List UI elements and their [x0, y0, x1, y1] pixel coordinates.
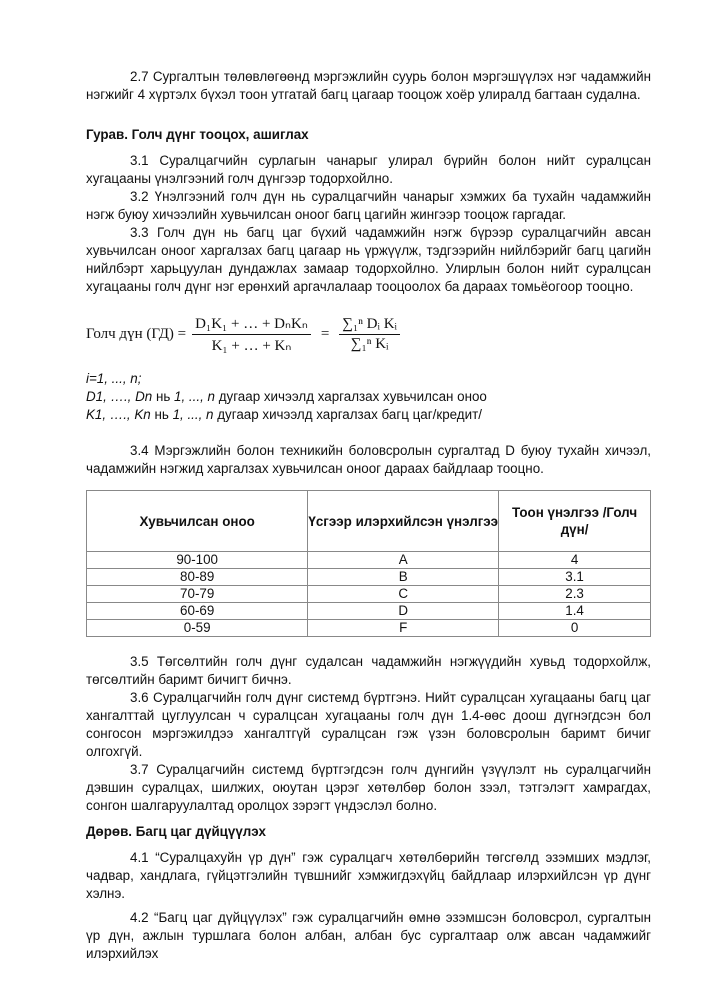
section-4-heading: Дөрөв. Багц цаг дүйцүүлэх — [86, 824, 266, 839]
document-page — [86, 68, 651, 963]
table-row — [87, 569, 651, 586]
formula-label: Голч дүн (ГД) = — [86, 325, 187, 342]
table-header-cell: Хувьчилсан оноо — [87, 491, 308, 552]
table-cell: B — [308, 569, 499, 586]
table-header-row — [87, 491, 651, 552]
gpa-formula — [86, 314, 651, 354]
definition-k-text-2: дугаар хичээлд харгалзах багц цаг/кредит/ — [213, 407, 482, 422]
paragraph-4-1: 4.1 “Суралцахуйн үр дүн” гэж суралцагч хөтөлбөрийн төгсгөлд эзэмших мэдлэг, чадвар, хандлага, гүйцэтгэлийн түвшнийг хэмжигдэхүйц байдлаар илэрхийлсэн үр дүнг хэлнэ. — [86, 850, 651, 901]
formula-sum-denominator: ∑₁ⁿ Kᵢ — [350, 335, 389, 352]
table-cell: 70-79 — [87, 586, 308, 603]
definition-d-text-1: нь — [152, 389, 175, 404]
definition-d-vars: D1, …., Dn — [86, 389, 153, 404]
table-cell: 1.4 — [499, 603, 651, 620]
table-row — [87, 586, 651, 603]
definition-k — [86, 406, 651, 424]
paragraph-4-2: 4.2 “Багц цаг дүйцүүлэх” гэж суралцагчийн өмнө эзэмшсэн боловсрол, сургалтын үр дүн, ажлын туршлага болон албан, албан бус сургалтаар олж авсан чадамжийг илэрхийлэх — [86, 910, 651, 961]
table-cell: F — [308, 620, 499, 637]
paragraph-3-3: 3.3 Голч дүн нь багц цаг бүхий чадамжийн нэгж бүрээр суралцагчийн авсан хувьчилсан оноог харгалзах багц цагаар нь үржүүлж, тэдгээрийн нийлбэрийг багц цагийн нийлбэрт харьцуулан дундажлах замаар тодорхойлно. Улирлын болон нийт суралцсан хугацааны голч дүнг нэг ерөнхий аргачлалаар тооцоолох ба дараах томьёогоор тооцно. — [86, 225, 651, 294]
definition-d-text-2: дугаар хичээлд харгалзах хувьчилсан оноо — [214, 389, 487, 404]
grade-conversion-table — [86, 490, 651, 637]
paragraph-3-5: 3.5 Төгсөлтийн голч дүнг судалсан чадамжийн нэгжүүдийн хувьд тодорхойлж, төгсөлтийн баримт бичигт бичнэ. — [86, 654, 651, 687]
table-cell: 4 — [499, 552, 651, 569]
formula-denominator: K₁ + … + Kₙ — [211, 337, 292, 354]
table-cell: 2.3 — [499, 586, 651, 603]
table-cell: A — [308, 552, 499, 569]
definition-i-range: i=1, ..., n; — [86, 371, 142, 386]
definition-k-range: 1, ..., n — [172, 407, 214, 422]
table-cell: D — [308, 603, 499, 620]
table-row — [87, 552, 651, 569]
table-cell: 3.1 — [499, 569, 651, 586]
definition-d-range: 1, ..., n — [174, 389, 215, 404]
paragraph-3-2: 3.2 Үнэлгээний голч дүн нь суралцагчийн чанарыг хэмжих ба тухайн чадамжийн нэгж буюу хичээлийн хувьчилсан оноог багц цагийн жингээр тооцож гаргадаг. — [86, 189, 651, 222]
table-cell: 90-100 — [87, 552, 308, 569]
table-row — [87, 620, 651, 637]
table-row — [87, 603, 651, 620]
paragraph-3-7: 3.7 Суралцагчийн системд бүртгэгдсэн голч дүнгийн үзүүлэлт нь суралцагчийн дэвшин суралцах, шилжих, оюутан цэрэг хөтөлбөр болон зээл, тэтгэлэгт хамрагдах, сонгон шалгаруулалтад оролцох зэрэгт үндэслэл болно. — [86, 762, 651, 813]
formula-equals: = — [320, 325, 330, 342]
paragraph-3-1: 3.1 Суралцагчийн сурлагын чанарыг улирал бүрийн болон нийт суралцсан хугацааны үнэлгээний голч дүнгээр тодорхойлно. — [86, 153, 651, 186]
table-header-cell: Тоон үнэлгээ /Голч дүн/ — [499, 491, 651, 552]
section-3-heading: Гурав. Голч дүнг тооцох, ашиглах — [86, 127, 309, 142]
definition-k-text-1: нь — [150, 407, 173, 422]
table-cell: 60-69 — [87, 603, 308, 620]
table-cell: C — [308, 586, 499, 603]
table-cell: 0-59 — [87, 620, 308, 637]
table-cell: 0 — [499, 620, 651, 637]
paragraph-3-6: 3.6 Суралцагчийн голч дүнг системд бүртгэнэ. Нийт суралцсан хугацааны багц цаг хангалттай цуглуулсан ч суралцсан хугацааны голч дүн 1.4-өөс доош дүгнэгдсэн бол сонгосон мэргэжилдээ хангалтгүй суралцсан гэж үзэн боловсролын баримт бичиг олгохгүй. — [86, 690, 651, 759]
formula-fraction-1 — [192, 314, 311, 355]
definition-d — [86, 388, 651, 406]
table-cell: 80-89 — [87, 569, 308, 586]
formula-fraction-2 — [339, 316, 400, 353]
formula-sum-numerator: ∑₁ⁿ Dᵢ Kᵢ — [339, 316, 400, 335]
definition-k-vars: K1, …., Kn — [86, 407, 151, 422]
paragraph-2-7: 2.7 Сургалтын төлөвлөгөөнд мэргэжлийн суурь болон мэргэшүүлэх нэг чадамжийн нэгжийг 4 хүртэлх бүхэл тоон утгатай багц цагаар тооцож хоёр улиралд багтаан судална. — [86, 69, 651, 102]
formula-numerator: D₁K₁ + … + DₙKₙ — [192, 314, 311, 335]
paragraph-3-4: 3.4 Мэргэжлийн болон техникийн боловсролын сургалтад D буюу тухайн хичээл, чадамжийн нэгжид харгалзах хувьчилсан оноог дараах байдлаар тооцно. — [86, 443, 651, 476]
table-header-cell: Үсгээр илэрхийлсэн үнэлгээ — [308, 491, 499, 552]
